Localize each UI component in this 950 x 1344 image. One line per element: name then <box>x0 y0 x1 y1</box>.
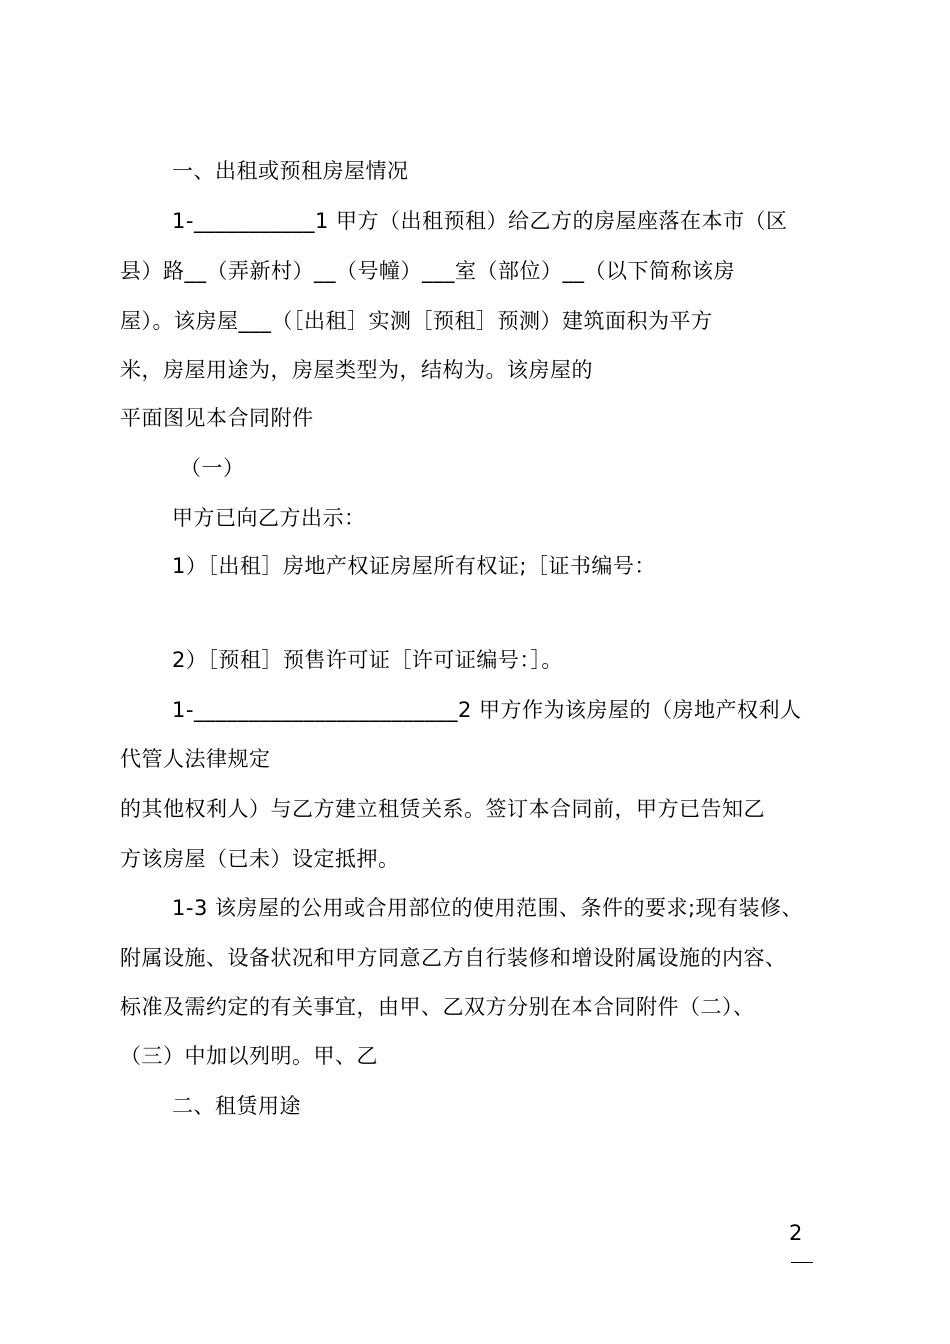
paragraph-line: 平面图见本合同附件 <box>120 406 314 430</box>
paragraph-line: 附属设施、设备状况和甲方同意乙方自行装修和增设附属设施的内容、 <box>120 946 787 970</box>
paragraph-line: 甲方已向乙方出示： <box>172 506 366 530</box>
section-heading-1: 一、出租或预租房屋情况 <box>172 159 409 183</box>
paragraph-line: 县）路__（弄新村）__（号幢）___室（部位）__（以下简称该房 <box>120 259 735 283</box>
paragraph-line: （三）中加以列明。甲、乙 <box>120 1044 378 1068</box>
list-item: 1）［出租］房地产权证房屋所有权证;［证书编号： <box>172 554 656 578</box>
paragraph-line: 1-___________1 甲方（出租预租）给乙方的房屋座落在本市（区 <box>172 209 788 233</box>
section-heading-2: 二、租赁用途 <box>172 1094 301 1118</box>
page-number: 2 <box>789 1221 803 1245</box>
paragraph-line: 米，房屋用途为，房屋类型为，结构为。该房屋的 <box>120 358 593 382</box>
paragraph-line: 代管人法律规定 <box>120 747 271 771</box>
paragraph-line: （一） <box>180 456 245 480</box>
page-number-dash <box>791 1262 813 1263</box>
paragraph-line: 的其他权利人）与乙方建立租赁关系。签订本合同前，甲方已告知乙 <box>120 797 765 821</box>
paragraph-line: 1-3 该房屋的公用或合用部位的使用范围、条件的要求;现有装修、 <box>172 896 804 920</box>
paragraph-line: 1-________________________2 甲方作为该房屋的（房地产权利人 <box>172 698 802 722</box>
list-item: 2）［预租］预售许可证［许可证编号：］。 <box>172 648 563 672</box>
paragraph-line: 标准及需约定的有关事宜，由甲、乙双方分别在本合同附件（二）、 <box>120 995 755 1019</box>
paragraph-line: 屋）。该房屋___（［出租］实测［预租］预测）建筑面积为平方 <box>120 309 713 333</box>
paragraph-line: 方该房屋（已未）设定抵押。 <box>120 847 400 871</box>
